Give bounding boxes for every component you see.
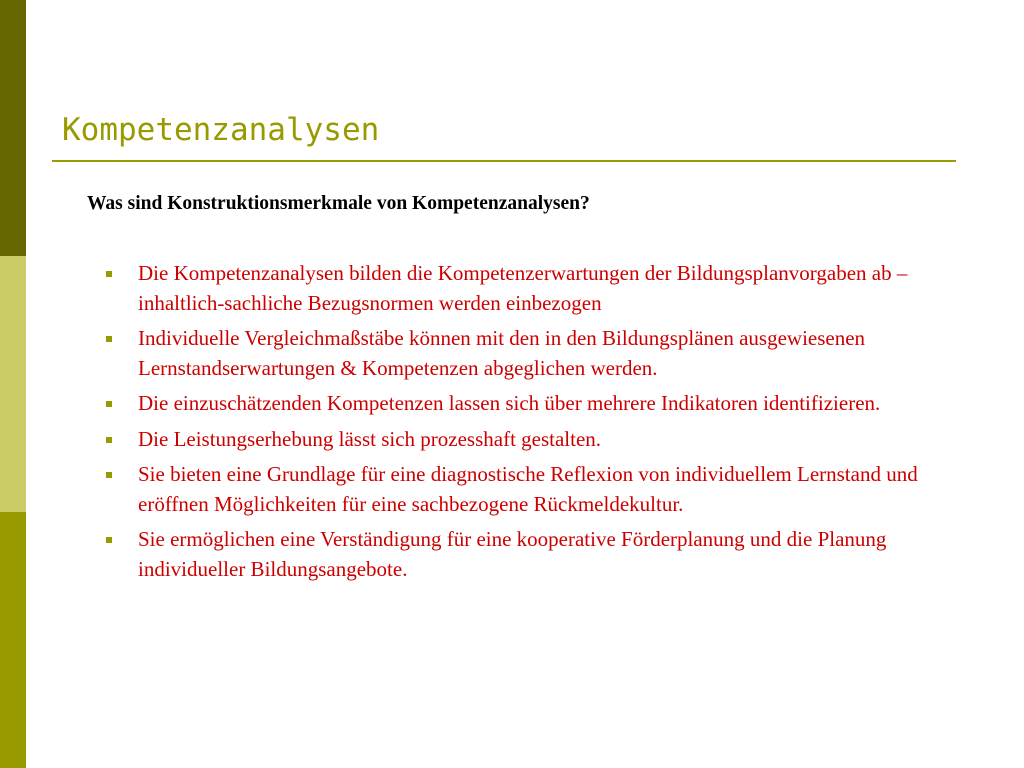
square-bullet-icon (106, 537, 112, 543)
bullet-item (104, 425, 964, 455)
square-bullet-icon (106, 401, 112, 407)
bullet-text: Die Kompetenzanalysen bilden die Kompetenzerwartungen der Bildungsplanvorgaben ab – inhaltlich-sachliche Bezugsnormen werden einbezogen (138, 261, 908, 315)
square-bullet-icon (106, 472, 112, 478)
bullet-item (104, 259, 964, 318)
title-underline (52, 160, 956, 162)
bullet-item (104, 389, 964, 419)
bullet-text: Die einzuschätzenden Kompetenzen lassen sich über mehrere Indikatoren identifizieren. (138, 391, 881, 415)
bullet-text: Sie bieten eine Grundlage für eine diagnostische Reflexion von individuellem Lernstand und eröffnen Möglichkeiten für eine sachbezogene Rückmeldekultur. (138, 462, 918, 516)
bullet-item (104, 460, 964, 519)
square-bullet-icon (106, 437, 112, 443)
sidebar-segment-bottom (0, 512, 26, 768)
square-bullet-icon (106, 336, 112, 342)
slide-subtitle: Was sind Konstruktionsmerkmale von Kompetenzanalysen? (87, 193, 590, 214)
bullet-item (104, 525, 964, 584)
bullet-list (104, 259, 964, 590)
square-bullet-icon (106, 271, 112, 277)
decorative-sidebar (0, 0, 26, 768)
bullet-text: Individuelle Vergleichmaßstäbe können mit den in den Bildungsplänen ausgewiesenen Lernstandserwartungen & Kompetenzen abgeglichen werden. (138, 326, 866, 380)
sidebar-segment-middle (0, 256, 26, 512)
bullet-text: Die Leistungserhebung lässt sich prozesshaft gestalten. (138, 426, 602, 451)
sidebar-segment-top (0, 0, 26, 256)
bullet-item (104, 324, 964, 383)
slide-title: Kompetenzanalysen (62, 112, 380, 148)
bullet-text: Sie ermöglichen eine Verständigung für eine kooperative Förderplanung und die Planung individueller Bildungsangebote. (138, 527, 887, 581)
